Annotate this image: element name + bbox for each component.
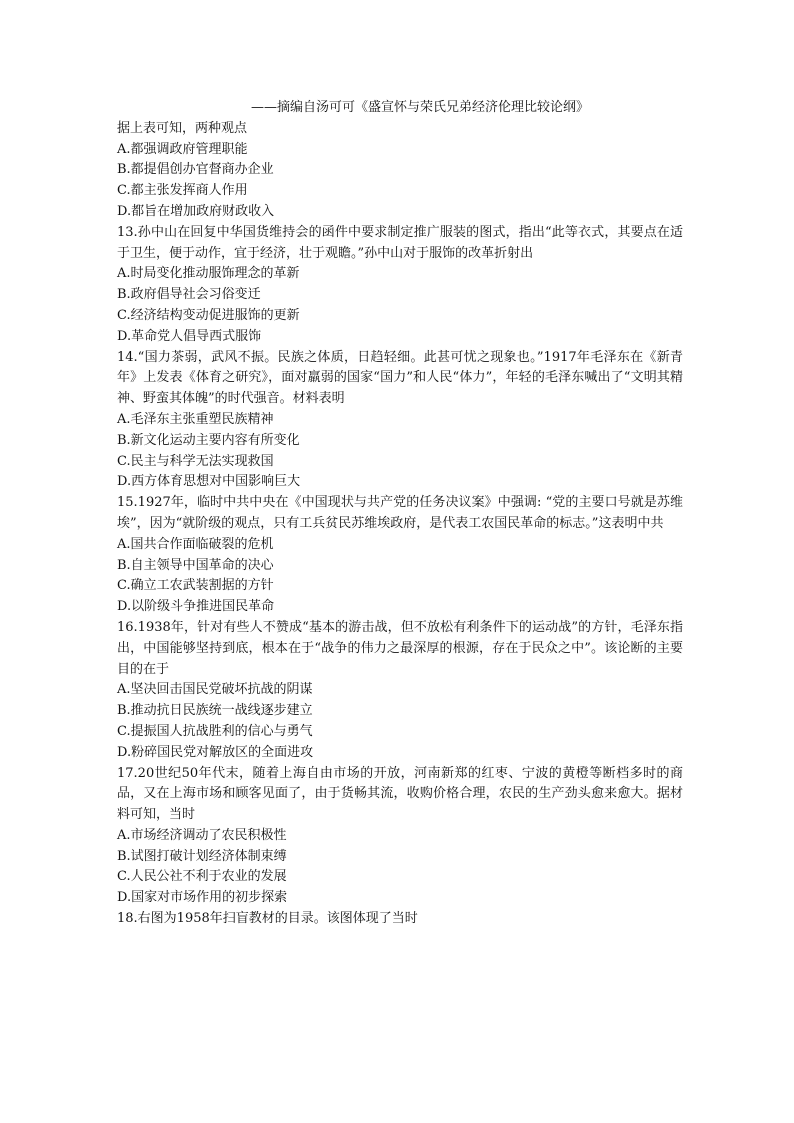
option-d: D.革命党人倡导西式服饰 [117,328,262,344]
option-b: B.推动抗日民族统一战线逐步建立 [117,703,313,719]
question-13 [117,223,683,348]
option-c: C.民主与科学无法实现救国 [117,453,274,469]
question-stem: 16.1938年，针对有些人不赞成“基本的游击战，但不放松有利条件下的运动战”的方针，毛泽东指出，中国能够坚持到底，根本在于“战争的伟力之最深厚的根源，存在于民众之中”。该论断的主要目的在于 [117,619,683,677]
option-d: D.西方体育思想对中国影响巨大 [117,474,301,490]
option-a: A.市场经济调动了农民积极性 [117,827,287,843]
option-b: B.都提倡创办官督商办企业 [117,162,274,178]
question-18 [117,909,683,930]
exam-page [117,98,683,930]
option-c: C.提振国人抗战胜利的信心与勇气 [117,723,313,739]
option-b: B.自主领导中国革命的决心 [117,557,274,573]
option-c: C.都主张发挥商人作用 [117,183,248,199]
question-stem: 14.“国力茶弱，武风不振。民族之体质，日趋轻细。此甚可忧之现象也。”1917年毛泽东在《新青年》上发表《体育之研究》，面对羸弱的国家“国力”和人民“体力”，年轻的毛泽东喊出了“文明其精神、野蛮其体魄”的时代强音。材料表明 [117,349,683,407]
question-12 [117,119,683,223]
option-a: A.毛泽东主张重塑民族精神 [117,411,274,427]
question-stem: 17.20世纪50年代末，随着上海自由市场的开放，河南新郑的红枣、宁波的黄橙等断档多时的商品，又在上海市场和顾客见面了，由于货畅其流，收购价格合理，农民的生产劲头愈来愈大。据材料可知，当时 [117,765,683,823]
option-a: A.坚决回击国民党破坏抗战的阴谋 [117,682,313,698]
question-stem: 13.孙中山在回复中华国货维持会的函件中要求制定推广服装的图式，指出“此等衣式，其要点在适于卫生，便于动作，宜于经济，壮于观瞻。”孙中山对于服饰的改革折射出 [117,224,683,261]
option-c: C.经济结构变动促进服饰的更新 [117,307,300,323]
question-14 [117,348,683,494]
question-15 [117,493,683,618]
question-stem: 18.右图为1958年扫盲教材的目录。该图体现了当时 [117,911,418,927]
option-c: C.人民公社不利于农业的发展 [117,869,287,885]
option-b: B.新文化运动主要内容有所变化 [117,432,300,448]
option-d: D.以阶级斗争推进国民革命 [117,599,275,615]
option-a: A.国共合作面临破裂的危机 [117,536,274,552]
question-prompt: 据上表可知，两种观点 [117,120,248,136]
option-b: B.试图打破计划经济体制束缚 [117,848,287,864]
option-d: D.国家对市场作用的初步探索 [117,890,288,906]
option-d: D.粉碎国民党对解放区的全面进攻 [117,744,314,760]
question-stem: 15.1927年，临时中共中央在《中国现状与共产党的任务决议案》中强调: “党的主要口号就是苏维埃”，因为“就阶级的观点，只有工兵贫民苏维埃政府，是代表工农国民革命的标志。”这表明中共 [117,495,683,531]
question-17 [117,764,683,910]
option-a: A.时局变化推动服饰理念的革新 [117,266,300,282]
option-b: B.政府倡导社会习俗变迁 [117,287,261,303]
option-c: C.确立工农武装割据的方针 [117,578,274,594]
source-citation: ——摘编自汤可可《盛宣怀与荣氏兄弟经济伦理比较论纲》 [250,100,589,115]
question-16 [117,618,683,764]
option-a: A.都强调政府管理职能 [117,141,248,157]
option-d: D.都旨在增加政府财政收入 [117,203,275,219]
